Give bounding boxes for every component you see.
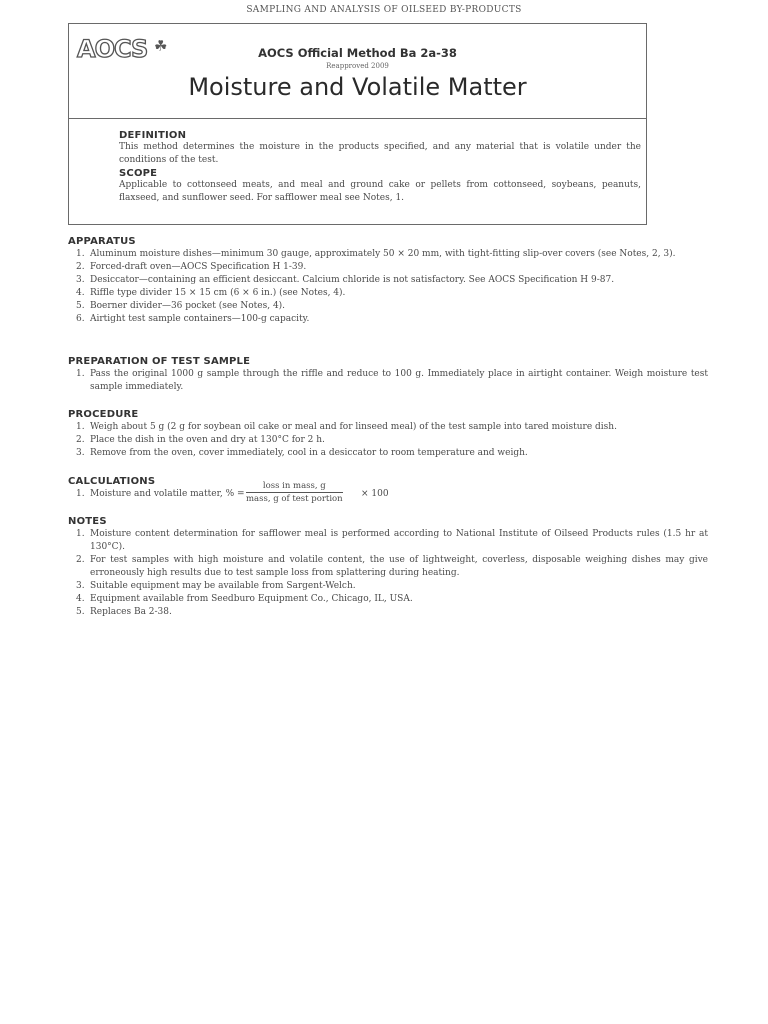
preparation-heading: PREPARATION OF TEST SAMPLE bbox=[68, 356, 251, 367]
list-item: 4. Riffle type divider 15 × 15 cm (6 × 6 in.) (see Notes, 4). bbox=[76, 288, 346, 298]
list-item: 4. Equipment available from Seedburo Equipment Co., Chicago, IL, USA. bbox=[76, 594, 413, 604]
calc-lead: Moisture and volatile matter, % = bbox=[90, 489, 245, 499]
definition-text: This method determines the moisture in the products specified, and any material that is volatile under the conditions of the test. bbox=[119, 142, 641, 165]
preparation-section bbox=[68, 356, 708, 394]
denominator: mass, g of test portion bbox=[246, 494, 343, 504]
procedure-section bbox=[68, 409, 708, 460]
calculations-section bbox=[68, 476, 708, 516]
list-item: 6. Airtight test sample containers—100-g capacity. bbox=[76, 314, 310, 324]
definition-scope bbox=[119, 130, 641, 206]
method-number: AOCS Official Method Ba 2a-38 bbox=[258, 46, 457, 60]
notes-heading: NOTES bbox=[68, 516, 107, 527]
title-block bbox=[69, 24, 646, 119]
calculations-heading: CALCULATIONS bbox=[68, 476, 156, 487]
fraction bbox=[246, 481, 343, 504]
page-title: Moisture and Volatile Matter bbox=[188, 73, 527, 101]
list-item: 1. Pass the original 1000 g sample through the riffle and reduce to 100 g. Immediately place in airtight container. Weigh moisture test sample immediately. bbox=[76, 369, 708, 392]
apparatus-list bbox=[68, 248, 708, 326]
apparatus-section bbox=[68, 236, 708, 326]
notes-list bbox=[68, 528, 708, 619]
aocs-logo: AOCS bbox=[77, 35, 148, 63]
list-item: 3. Suitable equipment may be available from Sargent-Welch. bbox=[76, 581, 356, 591]
procedure-list bbox=[68, 421, 708, 460]
notes-section bbox=[68, 516, 708, 619]
scope-heading: SCOPE bbox=[119, 168, 158, 179]
list-item: 1. Weigh about 5 g (2 g for soybean oil cake or meal and for linseed meal) of the test sample into tared moisture dish. bbox=[76, 422, 617, 432]
list-item: 5. Boerner divider—36 pocket (see Notes, 4). bbox=[76, 301, 286, 311]
list-item: 2. Forced-draft oven—AOCS Specification H 1-39. bbox=[76, 262, 307, 272]
scope-text: Applicable to cottonseed meats, and meal and ground cake or pellets from cottonseed, soybeans, peanuts, flaxseed, and sunflower seed. For safflower meal see Notes, 1. bbox=[119, 180, 641, 203]
list-item: 3. Remove from the oven, cover immediately, cool in a desiccator to room temperature and weigh. bbox=[76, 448, 528, 458]
preparation-list bbox=[68, 368, 708, 394]
calc-item-number: 1. bbox=[76, 489, 85, 499]
procedure-heading: PROCEDURE bbox=[68, 409, 139, 420]
list-item: 5. Replaces Ba 2-38. bbox=[76, 607, 172, 617]
running-head: SAMPLING AND ANALYSIS OF OILSEED BY-PRODUCTS bbox=[246, 5, 522, 15]
multiplier: × 100 bbox=[361, 489, 389, 499]
list-item: 3. Desiccator—containing an efficient desiccant. Calcium chloride is not satisfactory. See AOCS Specification H 9-87. bbox=[76, 275, 615, 285]
reapproved-line: Reapproved 2009 bbox=[326, 62, 389, 70]
apparatus-heading: APPARATUS bbox=[68, 236, 136, 247]
list-item: 2. Place the dish in the oven and dry at 130°C for 2 h. bbox=[76, 435, 325, 445]
list-item: 1. Aluminum moisture dishes—minimum 30 gauge, approximately 50 × 20 mm, with tight-fitting slip-over covers (see Notes, 2, 3). bbox=[76, 249, 676, 259]
definition-heading: DEFINITION bbox=[119, 130, 187, 141]
numerator: loss in mass, g bbox=[246, 481, 343, 493]
list-item: 1. Moisture content determination for safflower meal is performed according to National Institute of Oilseed Products rules (1.5 hr at 130°C). bbox=[76, 529, 708, 552]
clover-icon: ☘ bbox=[154, 37, 168, 55]
list-item: 2. For test samples with high moisture and volatile content, the use of lightweight, coverless, disposable weighing dishes may give erroneously high results due to test sample loss from splattering during heating. bbox=[76, 555, 708, 578]
method-header-box bbox=[68, 23, 647, 225]
